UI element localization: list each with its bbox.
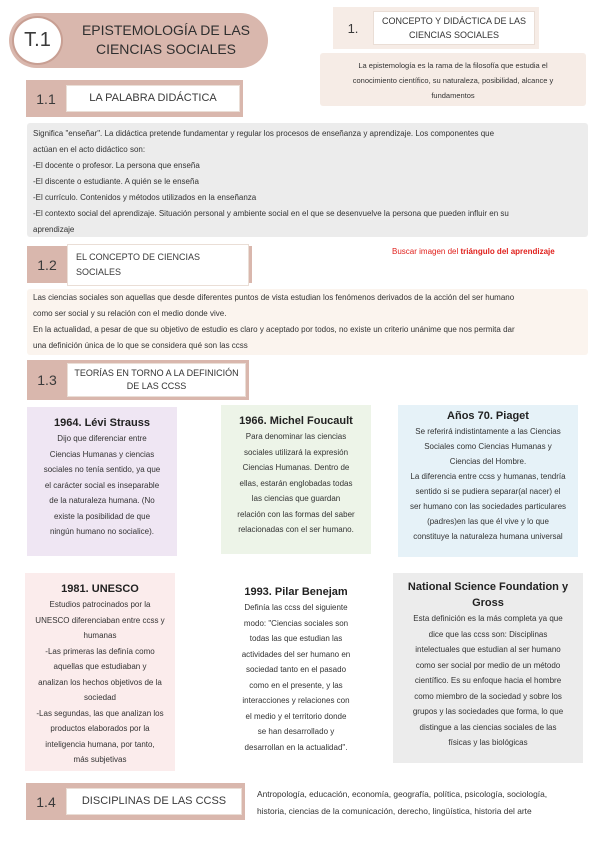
concept-header: [333, 7, 539, 49]
section-1-3-number: 1.3: [37, 372, 57, 388]
section-1-2-number: 1.2: [37, 256, 57, 273]
theory-card-piaget: Años 70. Piaget Se referirá indistintamente a las Ciencias Sociales como Ciencias Humanas y Ciencias del Hombre. La diferencia entre ccss y humanas, tendría sentido si se pudiera separar(al nacer) el ser humano con las sociedades particulares (padres)en las que él vive y lo que constituye la naturaleza humana universal: [398, 405, 578, 557]
theory-card-levi-strauss: 1964. Lévi Strauss Dijo que diferenciar entre Ciencias Humanas y ciencias sociales no tenía sentido, ya que el carácter social es inseparable de la naturaleza humana. (No existe la posibilidad de que ningún humano no socialice).: [27, 407, 177, 556]
section-1-2-header: [27, 246, 252, 283]
section-1-1-number: 1.1: [36, 90, 56, 107]
tema-number: T.1: [24, 29, 51, 51]
theory-card-pilar-benejam: 1993. Pilar Benejam Definía las ccss del siguiente modo: "Ciencias sociales son todas las que estudian las actividades del ser humano en sociedad tanto en el pasado como en el presente, y las interacciones y relaciones con el medio y el territorio donde se han desarrollado y desarrollan en la actualidad".: [226, 576, 366, 766]
section-1-3-header: [27, 360, 249, 400]
tema-title: EPISTEMOLOGÍA DE LAS CIENCIAS SOCIALES: [81, 22, 251, 57]
section-1-1-content: Significa "enseñar". La didáctica pretende fundamentar y regular los procesos de enseñanza y aprendizaje. Los componentes que actúan en el acto didáctico son: -El docente o profesor. La persona que enseña -El discente o estudiante. A quién se le enseña -El currículo. Contenidos y métodos utilizados en la enseñanza -El contexto social del aprendizaje. Situación personal y ambiente social en el que se desenvuelve la persona que pueden influir en su aprendizaje: [27, 123, 588, 237]
section-1-4-header: [26, 783, 245, 820]
section-1-4-title: DISCIPLINAS DE LAS CCSS: [66, 788, 242, 815]
epistemology-definition: La epistemología es la rama de la filosofía que estudia el conocimiento científico, su naturaleza, posibilidad, alcance y fundamentos: [320, 53, 586, 106]
section-1-2-content: Las ciencias sociales son aquellas que desde diferentes puntos de vista estudian los fenómenos derivados de la acción del ser humano como ser social y su relación con el medio donde vive. En la actualidad, a pesar de que su objetivo de estudio es claro y aceptado por todos, no existe un criterio unánime que nos permita dar una definición única de lo que se considera qué son las ccss: [27, 289, 588, 355]
section-1-4-content: Antropología, educación, economía, geografía, política, psicología, sociología, historia, ciencias de la comunicación, derecho, lingüística, historia del arte: [253, 784, 587, 824]
theory-card-foucault: 1966. Michel Foucault Para denominar las ciencias sociales utilizará la expresión Ciencias Humanas. Dentro de ellas, estarán englobadas todas las ciencias que guardan relación con las formas del saber relacionadas con el ser humano.: [221, 405, 371, 554]
tema-header: [9, 13, 268, 68]
learning-triangle-note: Buscar imagen del triángulo del aprendizaje: [392, 247, 555, 256]
section-1-4-number: 1.4: [36, 793, 56, 810]
theory-card-nsf-gross: National Science Foundation y Gross Esta definición es la más completa ya que dice que las ccss son: Disciplinas intelectuales que estudian al ser humano como ser social por medio de un método científico. Es su enfoque hacia el hombre como miembro de la sociedad y sobre los grupos y las sociedades que forma, lo que distingue a las ciencias sociales de las físicas y las biológicas: [393, 573, 583, 763]
concept-title: CONCEPTO Y DIDÁCTICA DE LAS CIENCIAS SOCIALES: [373, 11, 535, 45]
section-1-1-header: [26, 80, 243, 117]
section-1-2-title: EL CONCEPTO DE CIENCIAS SOCIALES: [67, 244, 249, 286]
section-1-1-title: LA PALABRA DIDÁCTICA: [66, 85, 240, 112]
section-1-3-title: TEORÍAS EN TORNO A LA DEFINICIÓN DE LAS CCSS: [67, 363, 246, 397]
theory-card-unesco: 1981. UNESCO Estudios patrocinados por la UNESCO diferenciaban entre ccss y humanas -Las primeras las definía como aquellas que estudiaban y analizan los hechos objetivos de la sociedad -Las segundas, las que analizan los productos elaborados por la inteligencia humana, por tanto, más subjetivas: [25, 573, 175, 771]
concept-number: 1.: [347, 20, 359, 36]
tema-number-circle: [12, 16, 63, 65]
